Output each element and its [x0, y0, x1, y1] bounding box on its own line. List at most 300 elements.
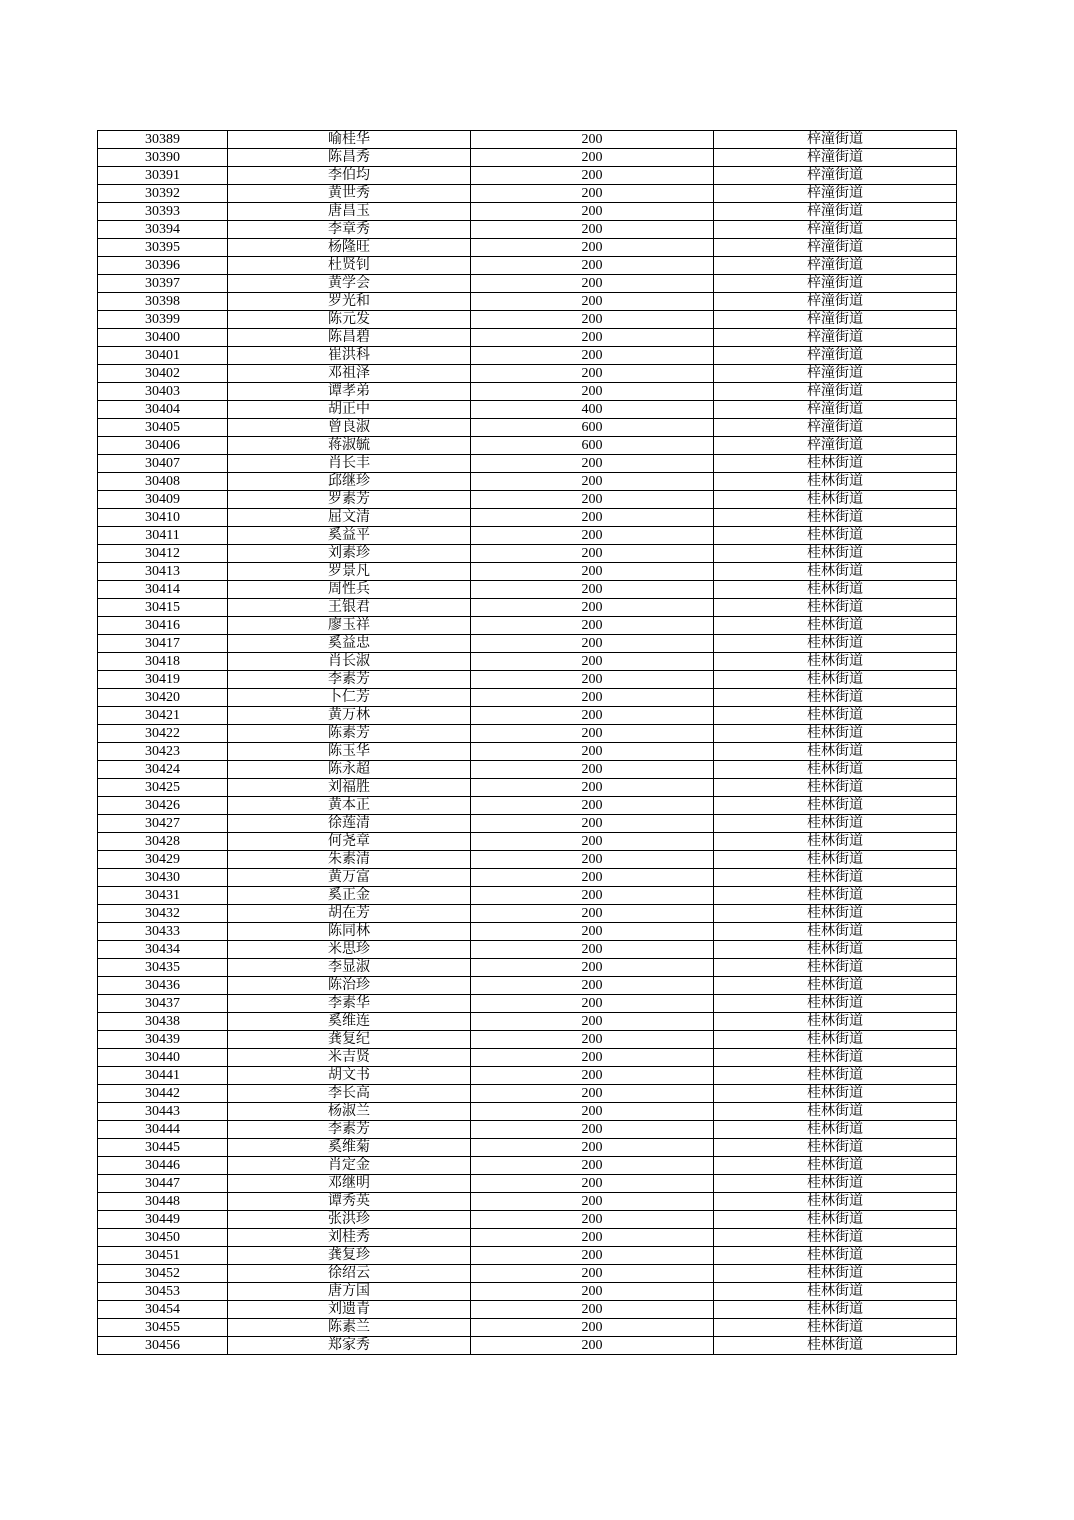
amount-cell: 200 — [471, 491, 714, 509]
amount-cell: 200 — [471, 671, 714, 689]
street-cell: 梓潼街道 — [714, 185, 957, 203]
amount-cell: 200 — [471, 1013, 714, 1031]
row-number-cell: 30422 — [98, 725, 228, 743]
name-cell: 邓祖泽 — [228, 365, 471, 383]
street-cell: 桂林街道 — [714, 797, 957, 815]
name-cell: 屈文清 — [228, 509, 471, 527]
amount-cell: 200 — [471, 1229, 714, 1247]
table-row — [98, 1247, 957, 1265]
amount-cell: 200 — [471, 653, 714, 671]
row-number-cell: 30453 — [98, 1283, 228, 1301]
street-cell: 桂林街道 — [714, 1211, 957, 1229]
name-cell: 罗景凡 — [228, 563, 471, 581]
amount-cell: 200 — [471, 707, 714, 725]
street-cell: 桂林街道 — [714, 761, 957, 779]
amount-cell: 200 — [471, 869, 714, 887]
row-number-cell: 30439 — [98, 1031, 228, 1049]
name-cell: 朱素清 — [228, 851, 471, 869]
amount-cell: 200 — [471, 779, 714, 797]
amount-cell: 200 — [471, 347, 714, 365]
street-cell: 桂林街道 — [714, 1193, 957, 1211]
amount-cell: 200 — [471, 923, 714, 941]
table-row — [98, 851, 957, 869]
row-number-cell: 30456 — [98, 1337, 228, 1355]
street-cell: 桂林街道 — [714, 851, 957, 869]
table-row — [98, 653, 957, 671]
table-row — [98, 329, 957, 347]
street-cell: 桂林街道 — [714, 1049, 957, 1067]
table-row — [98, 257, 957, 275]
name-cell: 李伯均 — [228, 167, 471, 185]
street-cell: 桂林街道 — [714, 1013, 957, 1031]
street-cell: 桂林街道 — [714, 941, 957, 959]
street-cell: 桂林街道 — [714, 1139, 957, 1157]
amount-cell: 200 — [471, 1301, 714, 1319]
name-cell: 曾良淑 — [228, 419, 471, 437]
name-cell: 陈玉华 — [228, 743, 471, 761]
row-number-cell: 30417 — [98, 635, 228, 653]
name-cell: 黄本正 — [228, 797, 471, 815]
table-row — [98, 419, 957, 437]
row-number-cell: 30419 — [98, 671, 228, 689]
street-cell: 梓潼街道 — [714, 131, 957, 149]
row-number-cell: 30400 — [98, 329, 228, 347]
name-cell: 刘福胜 — [228, 779, 471, 797]
amount-cell: 200 — [471, 221, 714, 239]
row-number-cell: 30425 — [98, 779, 228, 797]
table-row — [98, 275, 957, 293]
table-row — [98, 599, 957, 617]
amount-cell: 200 — [471, 203, 714, 221]
amount-cell: 200 — [471, 365, 714, 383]
amount-cell: 200 — [471, 1085, 714, 1103]
row-number-cell: 30451 — [98, 1247, 228, 1265]
name-cell: 刘遗青 — [228, 1301, 471, 1319]
table-row — [98, 1319, 957, 1337]
row-number-cell: 30399 — [98, 311, 228, 329]
table-row — [98, 581, 957, 599]
street-cell: 桂林街道 — [714, 455, 957, 473]
name-cell: 肖长淑 — [228, 653, 471, 671]
row-number-cell: 30423 — [98, 743, 228, 761]
table-row — [98, 977, 957, 995]
table-row — [98, 1139, 957, 1157]
amount-cell: 200 — [471, 689, 714, 707]
data-table — [97, 130, 957, 1355]
table-row — [98, 743, 957, 761]
street-cell: 桂林街道 — [714, 1067, 957, 1085]
amount-cell: 200 — [471, 455, 714, 473]
street-cell: 桂林街道 — [714, 725, 957, 743]
name-cell: 杨隆旺 — [228, 239, 471, 257]
table-row — [98, 167, 957, 185]
name-cell: 刘素珍 — [228, 545, 471, 563]
name-cell: 李素芳 — [228, 671, 471, 689]
row-number-cell: 30406 — [98, 437, 228, 455]
name-cell: 龚复纪 — [228, 1031, 471, 1049]
street-cell: 桂林街道 — [714, 581, 957, 599]
row-number-cell: 30437 — [98, 995, 228, 1013]
name-cell: 陈素芳 — [228, 725, 471, 743]
street-cell: 桂林街道 — [714, 1319, 957, 1337]
row-number-cell: 30393 — [98, 203, 228, 221]
row-number-cell: 30434 — [98, 941, 228, 959]
street-cell: 桂林街道 — [714, 1337, 957, 1355]
row-number-cell: 30436 — [98, 977, 228, 995]
name-cell: 刘桂秀 — [228, 1229, 471, 1247]
table-row — [98, 527, 957, 545]
table-row — [98, 401, 957, 419]
row-number-cell: 30412 — [98, 545, 228, 563]
name-cell: 喻桂华 — [228, 131, 471, 149]
row-number-cell: 30450 — [98, 1229, 228, 1247]
row-number-cell: 30438 — [98, 1013, 228, 1031]
row-number-cell: 30396 — [98, 257, 228, 275]
name-cell: 李素芳 — [228, 1121, 471, 1139]
name-cell: 黄世秀 — [228, 185, 471, 203]
table-row — [98, 995, 957, 1013]
amount-cell: 200 — [471, 1067, 714, 1085]
amount-cell: 200 — [471, 1121, 714, 1139]
amount-cell: 200 — [471, 1193, 714, 1211]
name-cell: 罗光和 — [228, 293, 471, 311]
row-number-cell: 30449 — [98, 1211, 228, 1229]
table-row — [98, 617, 957, 635]
table-row — [98, 545, 957, 563]
table-row — [98, 491, 957, 509]
amount-cell: 200 — [471, 293, 714, 311]
row-number-cell: 30444 — [98, 1121, 228, 1139]
row-number-cell: 30435 — [98, 959, 228, 977]
street-cell: 桂林街道 — [714, 815, 957, 833]
table-row — [98, 1013, 957, 1031]
table-row — [98, 1067, 957, 1085]
street-cell: 梓潼街道 — [714, 419, 957, 437]
amount-cell: 200 — [471, 1103, 714, 1121]
amount-cell: 200 — [471, 239, 714, 257]
street-cell: 桂林街道 — [714, 905, 957, 923]
table-row — [98, 1193, 957, 1211]
amount-cell: 200 — [471, 635, 714, 653]
amount-cell: 200 — [471, 167, 714, 185]
name-cell: 米吉贤 — [228, 1049, 471, 1067]
name-cell: 唐方国 — [228, 1283, 471, 1301]
amount-cell: 200 — [471, 473, 714, 491]
row-number-cell: 30404 — [98, 401, 228, 419]
name-cell: 奚维连 — [228, 1013, 471, 1031]
street-cell: 桂林街道 — [714, 707, 957, 725]
row-number-cell: 30432 — [98, 905, 228, 923]
name-cell: 廖玉祥 — [228, 617, 471, 635]
street-cell: 梓潼街道 — [714, 275, 957, 293]
row-number-cell: 30441 — [98, 1067, 228, 1085]
row-number-cell: 30398 — [98, 293, 228, 311]
row-number-cell: 30427 — [98, 815, 228, 833]
name-cell: 徐绍云 — [228, 1265, 471, 1283]
table-row — [98, 1031, 957, 1049]
amount-cell: 200 — [471, 131, 714, 149]
row-number-cell: 30390 — [98, 149, 228, 167]
street-cell: 桂林街道 — [714, 617, 957, 635]
name-cell: 邓继明 — [228, 1175, 471, 1193]
street-cell: 桂林街道 — [714, 563, 957, 581]
street-cell: 桂林街道 — [714, 1283, 957, 1301]
name-cell: 肖长丰 — [228, 455, 471, 473]
name-cell: 崔洪科 — [228, 347, 471, 365]
amount-cell: 200 — [471, 509, 714, 527]
amount-cell: 200 — [471, 725, 714, 743]
name-cell: 黄万富 — [228, 869, 471, 887]
street-cell: 梓潼街道 — [714, 437, 957, 455]
row-number-cell: 30407 — [98, 455, 228, 473]
name-cell: 何尧章 — [228, 833, 471, 851]
amount-cell: 200 — [471, 149, 714, 167]
row-number-cell: 30397 — [98, 275, 228, 293]
amount-cell: 200 — [471, 329, 714, 347]
street-cell: 梓潼街道 — [714, 167, 957, 185]
name-cell: 陈元发 — [228, 311, 471, 329]
name-cell: 蒋淑毓 — [228, 437, 471, 455]
amount-cell: 200 — [471, 581, 714, 599]
row-number-cell: 30414 — [98, 581, 228, 599]
table-row — [98, 1283, 957, 1301]
street-cell: 桂林街道 — [714, 1031, 957, 1049]
row-number-cell: 30447 — [98, 1175, 228, 1193]
table-row — [98, 455, 957, 473]
street-cell: 桂林街道 — [714, 671, 957, 689]
table-row — [98, 185, 957, 203]
table-row — [98, 797, 957, 815]
row-number-cell: 30416 — [98, 617, 228, 635]
amount-cell: 200 — [471, 1031, 714, 1049]
amount-cell: 200 — [471, 1247, 714, 1265]
amount-cell: 200 — [471, 1175, 714, 1193]
table-row — [98, 311, 957, 329]
amount-cell: 200 — [471, 599, 714, 617]
table-row — [98, 1085, 957, 1103]
name-cell: 陈昌秀 — [228, 149, 471, 167]
street-cell: 梓潼街道 — [714, 311, 957, 329]
name-cell: 胡文书 — [228, 1067, 471, 1085]
street-cell: 桂林街道 — [714, 959, 957, 977]
street-cell: 桂林街道 — [714, 473, 957, 491]
amount-cell: 200 — [471, 743, 714, 761]
name-cell: 杜贤钊 — [228, 257, 471, 275]
street-cell: 桂林街道 — [714, 923, 957, 941]
name-cell: 陈昌碧 — [228, 329, 471, 347]
row-number-cell: 30409 — [98, 491, 228, 509]
row-number-cell: 30413 — [98, 563, 228, 581]
amount-cell: 200 — [471, 563, 714, 581]
table-row — [98, 1265, 957, 1283]
street-cell: 梓潼街道 — [714, 203, 957, 221]
row-number-cell: 30429 — [98, 851, 228, 869]
table-row — [98, 923, 957, 941]
row-number-cell: 30433 — [98, 923, 228, 941]
street-cell: 桂林街道 — [714, 977, 957, 995]
row-number-cell: 30402 — [98, 365, 228, 383]
row-number-cell: 30403 — [98, 383, 228, 401]
row-number-cell: 30448 — [98, 1193, 228, 1211]
row-number-cell: 30392 — [98, 185, 228, 203]
street-cell: 桂林街道 — [714, 1265, 957, 1283]
street-cell: 梓潼街道 — [714, 221, 957, 239]
amount-cell: 200 — [471, 797, 714, 815]
table-row — [98, 1337, 957, 1355]
amount-cell: 200 — [471, 311, 714, 329]
amount-cell: 200 — [471, 1265, 714, 1283]
row-number-cell: 30424 — [98, 761, 228, 779]
row-number-cell: 30389 — [98, 131, 228, 149]
amount-cell: 200 — [471, 851, 714, 869]
street-cell: 桂林街道 — [714, 635, 957, 653]
row-number-cell: 30421 — [98, 707, 228, 725]
amount-cell: 400 — [471, 401, 714, 419]
table-row — [98, 131, 957, 149]
name-cell: 肖定金 — [228, 1157, 471, 1175]
row-number-cell: 30426 — [98, 797, 228, 815]
amount-cell: 200 — [471, 977, 714, 995]
name-cell: 黄万林 — [228, 707, 471, 725]
table-row — [98, 635, 957, 653]
table-row — [98, 1157, 957, 1175]
table-row — [98, 437, 957, 455]
name-cell: 李章秀 — [228, 221, 471, 239]
street-cell: 桂林街道 — [714, 1103, 957, 1121]
table-row — [98, 887, 957, 905]
street-cell: 桂林街道 — [714, 527, 957, 545]
amount-cell: 200 — [471, 383, 714, 401]
row-number-cell: 30428 — [98, 833, 228, 851]
street-cell: 桂林街道 — [714, 869, 957, 887]
street-cell: 桂林街道 — [714, 887, 957, 905]
name-cell: 唐昌玉 — [228, 203, 471, 221]
row-number-cell: 30391 — [98, 167, 228, 185]
street-cell: 梓潼街道 — [714, 347, 957, 365]
table-row — [98, 365, 957, 383]
table-row — [98, 383, 957, 401]
name-cell: 陈治珍 — [228, 977, 471, 995]
street-cell: 桂林街道 — [714, 1121, 957, 1139]
amount-cell: 200 — [471, 1157, 714, 1175]
street-cell: 梓潼街道 — [714, 293, 957, 311]
amount-cell: 200 — [471, 257, 714, 275]
row-number-cell: 30415 — [98, 599, 228, 617]
row-number-cell: 30454 — [98, 1301, 228, 1319]
row-number-cell: 30418 — [98, 653, 228, 671]
name-cell: 奚益忠 — [228, 635, 471, 653]
table-row — [98, 1301, 957, 1319]
table-row — [98, 779, 957, 797]
amount-cell: 200 — [471, 1319, 714, 1337]
row-number-cell: 30445 — [98, 1139, 228, 1157]
table-row — [98, 149, 957, 167]
street-cell: 梓潼街道 — [714, 365, 957, 383]
table-row — [98, 869, 957, 887]
amount-cell: 200 — [471, 959, 714, 977]
name-cell: 黄学会 — [228, 275, 471, 293]
row-number-cell: 30431 — [98, 887, 228, 905]
amount-cell: 200 — [471, 1283, 714, 1301]
street-cell: 桂林街道 — [714, 833, 957, 851]
amount-cell: 200 — [471, 1211, 714, 1229]
amount-cell: 200 — [471, 815, 714, 833]
street-cell: 桂林街道 — [714, 995, 957, 1013]
name-cell: 谭孝弟 — [228, 383, 471, 401]
amount-cell: 200 — [471, 617, 714, 635]
row-number-cell: 30410 — [98, 509, 228, 527]
table-row — [98, 221, 957, 239]
name-cell: 李素华 — [228, 995, 471, 1013]
amount-cell: 600 — [471, 437, 714, 455]
name-cell: 张洪珍 — [228, 1211, 471, 1229]
street-cell: 梓潼街道 — [714, 383, 957, 401]
name-cell: 胡在芳 — [228, 905, 471, 923]
amount-cell: 200 — [471, 833, 714, 851]
name-cell: 杨淑兰 — [228, 1103, 471, 1121]
row-number-cell: 30442 — [98, 1085, 228, 1103]
table-row — [98, 671, 957, 689]
street-cell: 桂林街道 — [714, 779, 957, 797]
street-cell: 桂林街道 — [714, 1175, 957, 1193]
street-cell: 桂林街道 — [714, 653, 957, 671]
row-number-cell: 30401 — [98, 347, 228, 365]
amount-cell: 200 — [471, 905, 714, 923]
name-cell: 陈同林 — [228, 923, 471, 941]
amount-cell: 200 — [471, 941, 714, 959]
street-cell: 桂林街道 — [714, 491, 957, 509]
table-row — [98, 689, 957, 707]
row-number-cell: 30452 — [98, 1265, 228, 1283]
name-cell: 王银君 — [228, 599, 471, 617]
table-row — [98, 761, 957, 779]
row-number-cell: 30440 — [98, 1049, 228, 1067]
name-cell: 谭秀英 — [228, 1193, 471, 1211]
table-row — [98, 815, 957, 833]
name-cell: 郑家秀 — [228, 1337, 471, 1355]
street-cell: 桂林街道 — [714, 509, 957, 527]
table-row — [98, 1103, 957, 1121]
name-cell: 陈素兰 — [228, 1319, 471, 1337]
name-cell: 罗素芳 — [228, 491, 471, 509]
name-cell: 米思珍 — [228, 941, 471, 959]
row-number-cell: 30446 — [98, 1157, 228, 1175]
name-cell: 李显淑 — [228, 959, 471, 977]
name-cell: 奚维菊 — [228, 1139, 471, 1157]
table-body — [98, 131, 957, 1355]
amount-cell: 200 — [471, 275, 714, 293]
row-number-cell: 30395 — [98, 239, 228, 257]
table-row — [98, 239, 957, 257]
street-cell: 桂林街道 — [714, 1229, 957, 1247]
table-row — [98, 707, 957, 725]
name-cell: 胡正中 — [228, 401, 471, 419]
table-row — [98, 1049, 957, 1067]
street-cell: 桂林街道 — [714, 599, 957, 617]
table-row — [98, 509, 957, 527]
street-cell: 梓潼街道 — [714, 401, 957, 419]
row-number-cell: 30420 — [98, 689, 228, 707]
name-cell: 徐莲清 — [228, 815, 471, 833]
street-cell: 梓潼街道 — [714, 149, 957, 167]
street-cell: 桂林街道 — [714, 1247, 957, 1265]
street-cell: 梓潼街道 — [714, 257, 957, 275]
table-row — [98, 1175, 957, 1193]
table-row — [98, 941, 957, 959]
table-row — [98, 563, 957, 581]
table-row — [98, 293, 957, 311]
street-cell: 桂林街道 — [714, 1157, 957, 1175]
